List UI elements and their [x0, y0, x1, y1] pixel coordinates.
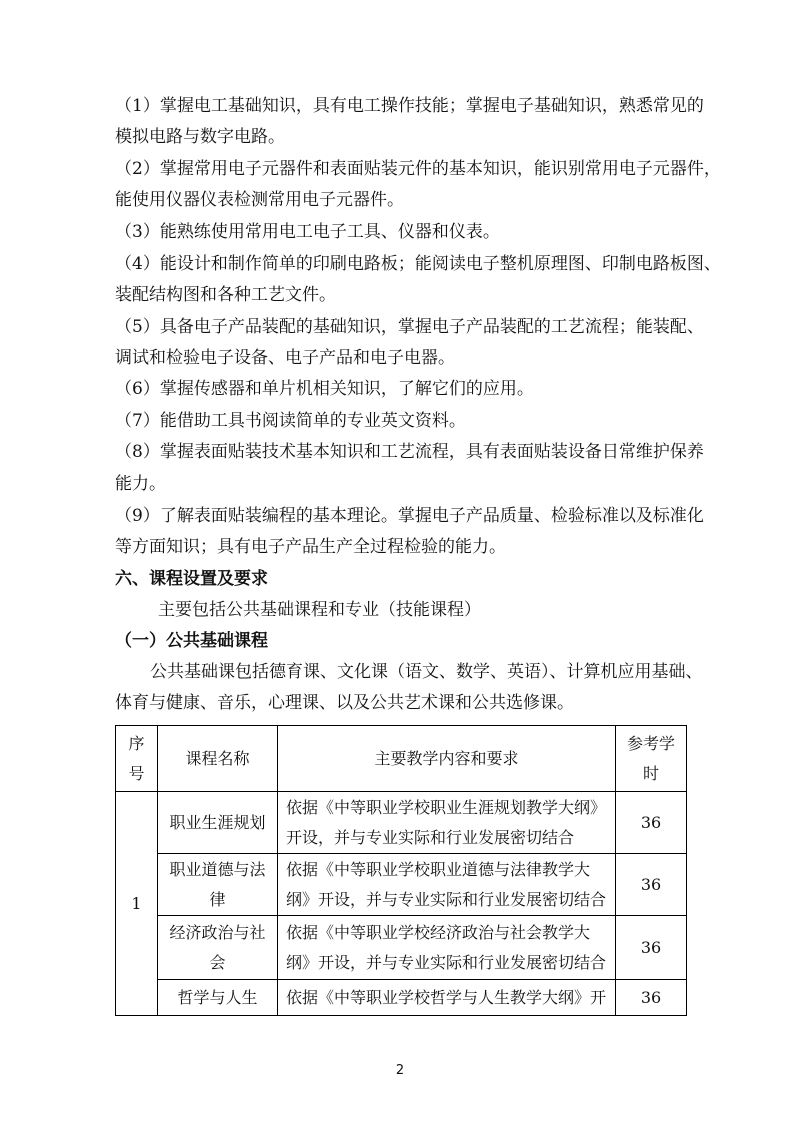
subsection-1-title: （一）公共基础课程	[115, 631, 268, 651]
course-name-line-1: 哲学与人生	[177, 987, 258, 1007]
header-hours	[616, 726, 687, 792]
objective-9-line-2: 等方面知识；具有电子产品生产全过程检验的能力。	[115, 537, 506, 557]
course-name-line-1: 职业道德与法	[169, 859, 266, 879]
course-name-line-1: 职业生涯规划	[169, 812, 266, 832]
header-content: 主要教学内容和要求	[278, 726, 616, 792]
objective-1-line-2: 模拟电路与数字电路。	[115, 127, 285, 147]
course-content-line-1: 依据《中等职业学校职业道德与法律教学大	[286, 859, 591, 879]
course-hours-cell: 36	[616, 854, 687, 916]
course-name-cell	[158, 792, 278, 854]
objective-3-line-1: （3）能熟练使用常用电工电子工具、仪器和仪表。	[115, 222, 500, 242]
header-seq-line-1: 序	[128, 733, 145, 753]
section-6-title: 六、课程设置及要求	[115, 569, 268, 589]
objective-8-line-2: 能力。	[115, 474, 166, 494]
table-row	[116, 916, 687, 980]
objective-6-line-1: （6）掌握传感器和单片机相关知识，了解它们的应用。	[115, 379, 534, 399]
group-seq-cell: 1	[116, 792, 158, 1016]
course-content-line-1: 依据《中等职业学校职业生涯规划教学大纲》	[286, 797, 607, 817]
objective-1-line-1: （1）掌握电工基础知识，具有电工操作技能；掌握电子基础知识，熟悉常见的	[115, 96, 704, 116]
course-hours-cell: 36	[616, 916, 687, 980]
table-row	[116, 792, 687, 854]
course-name-line-2: 会	[209, 952, 226, 972]
course-content-line-2: 纲》开设，并与专业实际和行业发展密切结合	[286, 889, 607, 909]
header-seq	[116, 726, 158, 792]
objective-4-line-1: （4）能设计和制作简单的印刷电路板；能阅读电子整机原理图、印制电路板图、	[115, 254, 721, 274]
objective-9-line-1: （9）了解表面贴装编程的基本理论。掌握电子产品质量、检验标准以及标准化	[115, 506, 704, 526]
course-content-line-1: 依据《中等职业学校经济政治与社会教学大	[286, 922, 591, 942]
table-row	[116, 980, 687, 1016]
subsection-1-desc-line-2: 体育与健康、音乐，心理课、以及公共艺术课和公共选修课。	[115, 693, 574, 713]
header-seq-line-2: 号	[128, 763, 145, 783]
objective-2-line-1: （2）掌握常用电子元器件和表面贴装元件的基本知识，能识别常用电子元器件，	[115, 159, 721, 179]
section-6-intro: 主要包括公共基础课程和专业（技能课程）	[158, 600, 481, 620]
course-content-line-1: 依据《中等职业学校哲学与人生教学大纲》开	[286, 987, 607, 1007]
objective-5-line-2: 调试和检验电子设备、电子产品和电子电器。	[115, 348, 455, 368]
page-number: 2	[395, 1063, 405, 1078]
course-content-cell	[278, 916, 616, 980]
course-hours-cell: 36	[616, 792, 687, 854]
course-name-line-2: 律	[209, 889, 226, 909]
course-content-cell	[278, 854, 616, 916]
course-content-line-2: 纲》开设，并与专业实际和行业发展密切结合	[286, 952, 607, 972]
header-course-name: 课程名称	[158, 726, 278, 792]
course-name-cell	[158, 980, 278, 1016]
table-header-row	[116, 726, 687, 792]
objective-5-line-1: （5）具备电子产品装配的基础知识，掌握电子产品装配的工艺流程；能装配、	[115, 317, 704, 337]
course-content-cell	[278, 792, 616, 854]
course-table	[115, 725, 687, 1016]
header-hours-line-1: 参考学	[626, 733, 675, 753]
objective-7-line-1: （7）能借助工具书阅读简单的专业英文资料。	[115, 411, 466, 431]
subsection-1-desc-line-1: 公共基础课包括德育课、文化课（语文、数学、英语）、计算机应用基础、	[150, 662, 703, 682]
objective-4-line-2: 装配结构图和各种工艺文件。	[115, 285, 336, 305]
objective-8-line-1: （8）掌握表面贴装技术基本知识和工艺流程，具有表面贴装设备日常维护保养	[115, 442, 704, 462]
course-name-cell	[158, 916, 278, 980]
header-hours-line-2: 时	[642, 763, 659, 783]
course-content-cell	[278, 980, 616, 1016]
course-name-line-1: 经济政治与社	[169, 922, 266, 942]
course-hours-cell: 36	[616, 980, 687, 1016]
objective-2-line-2: 能使用仪器仪表检测常用电子元器件。	[115, 190, 404, 210]
table-row	[116, 854, 687, 916]
course-content-line-2: 开设，并与专业实际和行业发展密切结合	[286, 827, 575, 847]
course-name-cell	[158, 854, 278, 916]
